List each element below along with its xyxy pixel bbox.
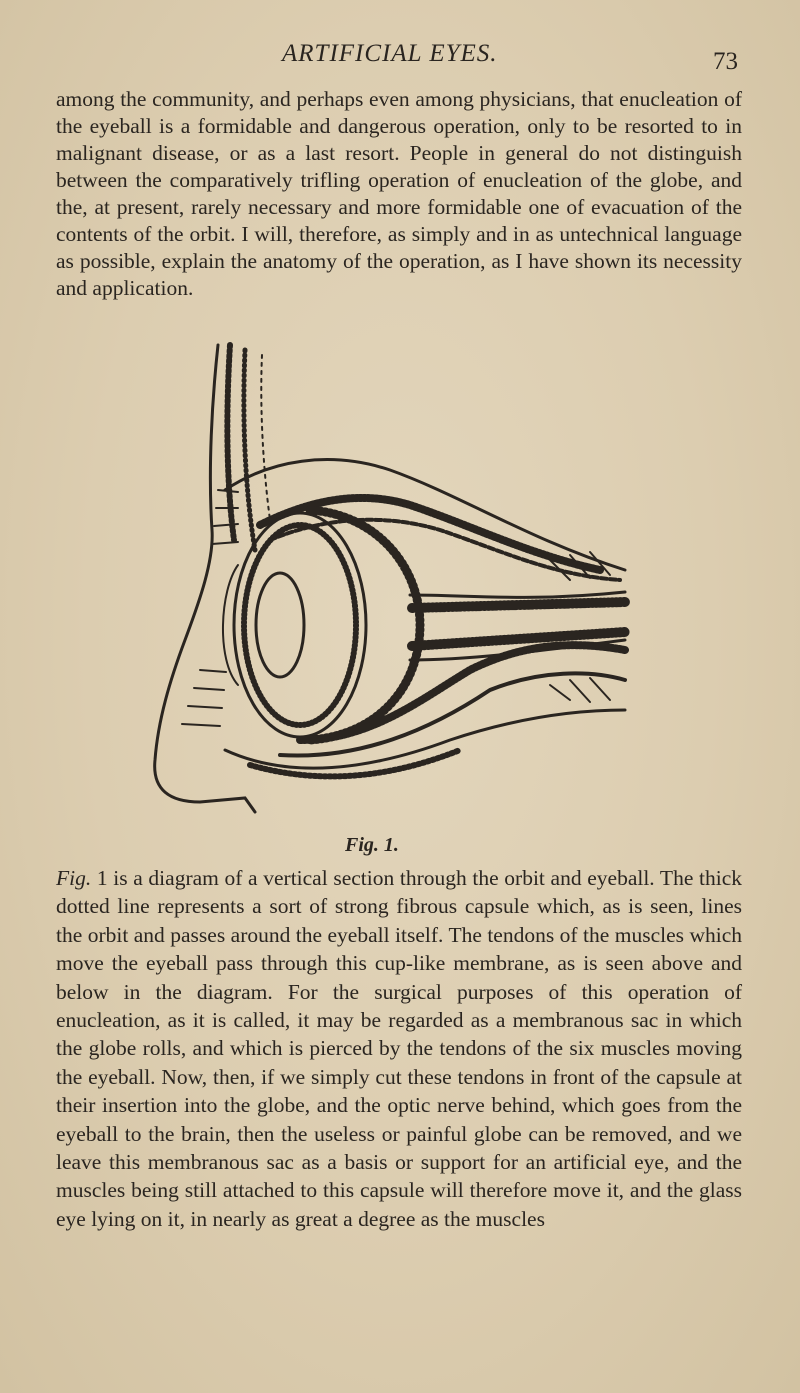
figure-caption: Fig. 1. [345,834,399,856]
page-number: 73 [713,48,738,75]
orbit-section-diagram [130,340,650,820]
running-head: ARTIFICIAL EYES. [282,40,498,67]
page-header [0,40,800,80]
paragraph-top: among the community, and perhaps even among physicians, that enucleation of the eyeball is a formidable and dangerous operation, only to be resorted to in malignant disease, or as a last resort. People in general do not distinguish between the comparatively trifling operation of enucleation of the globe, and the, at present, rarely necessary and more formidable one of evacuation of the contents of the orbit. I will, therefore, as simply and in as untechnical language as possible, explain the anatomy of the operation, as I have shown its necessity and application. [56,87,742,300]
paragraph-bottom [56,864,742,1233]
paragraph-bottom-text: 1 is a diagram of a vertical section through the orbit and eyeball. The thick dotted line represents a sort of strong fibrous capsule which, as is seen, lines the orbit and passes around the eyeball itself. The tendons of the muscles which move the eyeball pass through this cup-like membrane, as is seen above and below in the diagram. For the surgical purposes of this operation of enucleation, as it is called, it may be regarded as a membranous sac in which the globe rolls, and which is pierced by the tendons of the six muscles moving the eyeball. Now, then, if we simply cut these tendons in front of the capsule at their insertion into the globe, and the optic nerve behind, which goes from the eyeball to the brain, then the useless or painful globe can be removed, and we leave this membranous sac as a basis or support for an artificial eye, and the muscles being still attached to this capsule will therefore move it, and the glass eye lying on it, in nearly as great a degree as the muscles [56,866,742,1231]
figure-reference: Fig. [56,866,92,890]
orbit-section-illustration [130,340,650,820]
